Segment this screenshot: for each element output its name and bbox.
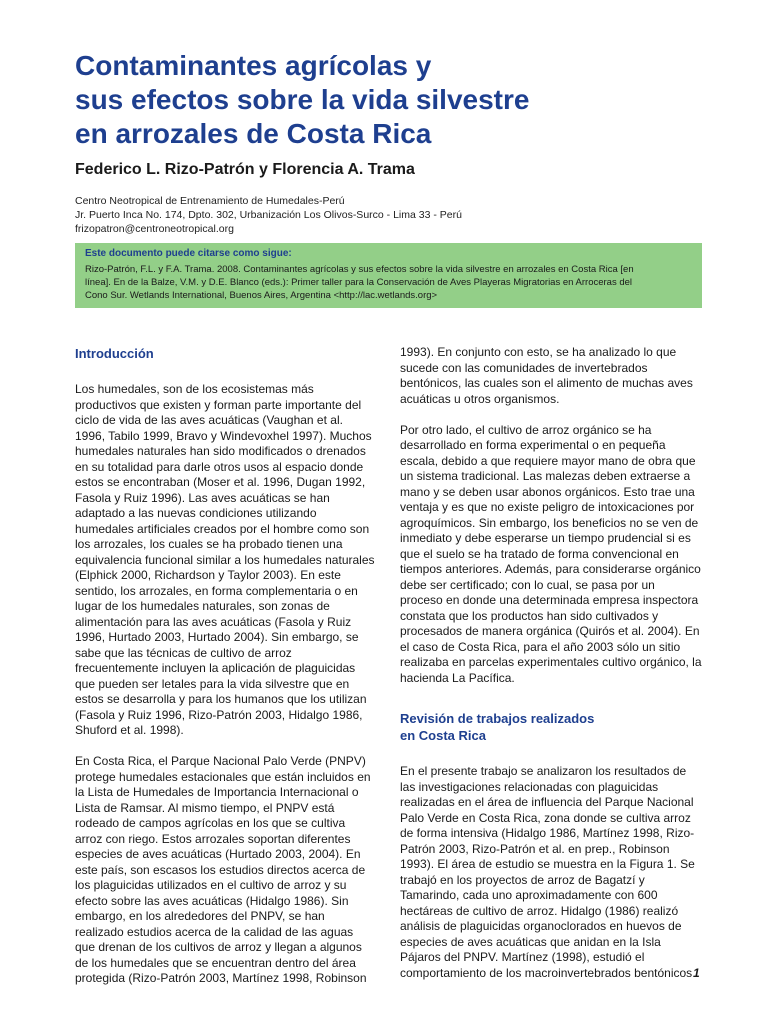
title-line: en arrozales de Costa Rica [75, 118, 432, 149]
text-line: inmediato y debe esperarse un tiempo prudencial si es [400, 531, 691, 545]
text-line: arroz con riego. Estos arrozales soportan diferentes [75, 831, 351, 846]
text-line: sucede con las comunidades de invertebrados [400, 360, 648, 375]
text-line: Por otro lado, el cultivo de arroz orgánico se ha [400, 422, 652, 437]
text-line: 1993). En conjunto con esto, se ha analizado lo que [400, 345, 677, 359]
text-line: (Fasola y Ruiz 1996, Rizo-Patrón 2003, Hidalgo 1986, [75, 707, 363, 722]
text-line: de los humedales que se encuentran dentro del área [75, 955, 356, 970]
section-heading-introduccion: Introducción [75, 346, 154, 361]
section-heading-revision [400, 710, 705, 744]
section-heading-line: en Costa Rica [400, 728, 486, 743]
right-column [400, 345, 705, 981]
text-line: que drenan de los cultivos de arroz y llegan a algunos [75, 940, 362, 954]
text-line: alimentación para las aves acuáticas (Fasola y Ruiz [75, 614, 352, 629]
text-line: realizaba en parcelas experimentales cultivo orgánico, la [400, 655, 702, 669]
text-line: 1996, Tabilo 1999, Bravo y Windevoxhel 1997). Muchos [75, 428, 372, 443]
paragraph [75, 382, 375, 739]
paragraph [400, 764, 705, 981]
text-line: 1993). El área de estudio se muestra en la Figura 1. Se [400, 857, 695, 871]
section-heading-line: Revisión de trabajos realizados [400, 711, 595, 726]
text-line: trabajó en los proyectos de arroz de Bagatzí y [400, 872, 645, 887]
text-line: sabe que las técnicas de cultivo de arroz [75, 645, 292, 660]
text-line: bentónicos, las cuales son el alimento de muchas aves [400, 376, 693, 390]
citation-line: Cono Sur. Wetlands International, Buenos Aires, Argentina <http://lac.wetlands.org> [85, 290, 438, 301]
text-line: un sistema tradicional. Las malezas deben extraerse a [400, 469, 691, 483]
text-line: desarrollado en forma experimental o en pequeña [400, 438, 666, 452]
affiliation-email: frizopatron@centroneotropical.org [75, 223, 234, 235]
citation-line: Rizo-Patrón, F.L. y F.A. Trama. 2008. Contaminantes agrícolas y sus efectos sobre la vida silvestre en arrozales en Costa Rica [en [85, 264, 634, 275]
text-line: humedales artificiales creados por el hombre como son [75, 521, 370, 536]
text-line: Pájaros del PNPV. Martínez (1998), estudió el [400, 950, 645, 964]
text-line: (Elphick 2000, Richardson y Taylor 2003). En este [75, 568, 341, 582]
paragraph [400, 345, 705, 407]
affiliation-address: Jr. Puerto Inca No. 174, Dpto. 302, Urbanización Los Olivos-Surco - Lima 33 - Perú [75, 209, 462, 221]
text-line: efecto sobre las aves acuáticas (Hidalgo 1986). Sin [75, 893, 349, 908]
text-line: de forma intensiva (Hidalgo 1986, Martínez 1998, Rizo- [400, 826, 695, 840]
text-line: acuáticas u otros organismos. [400, 391, 560, 406]
text-line: realizado estudios acerca de la calidad de las aguas [75, 924, 354, 939]
left-column [75, 345, 375, 987]
text-line: productivos que existen y forman parte importante del [75, 397, 362, 412]
text-line: adaptado a las nuevas condiciones utilizando [75, 506, 317, 520]
title-line: Contaminantes agrícolas y [75, 50, 432, 81]
text-line: 1996, Hurtado 2003, Hurtado 2004). Sin embargo, se [75, 630, 359, 644]
text-line: mano y se deben usar abonos orgánicos. Esto trae una [400, 484, 695, 499]
text-line: Los humedales, son de los ecosistemas más [75, 382, 314, 396]
text-line: análisis de plaguicidas organoclorados en huevos de [400, 919, 682, 933]
text-line: hacienda La Pacífica. [400, 670, 515, 685]
text-line: sentido, los arrozales, en forma complementaria o en [75, 583, 358, 598]
text-line: En Costa Rica, el Parque Nacional Palo Verde (PNPV) [75, 754, 366, 768]
text-line: este país, son escasos los estudios directos acerca de [75, 862, 366, 877]
authors: Federico L. Rizo-Patrón y Florencia A. Trama [75, 161, 415, 178]
affiliation-institution: Centro Neotropical de Entrenamiento de Humedales-Perú [75, 195, 345, 207]
text-line: los plaguicidas utilizados en el cultivo de arroz y su [75, 878, 347, 892]
text-line: protegida (Rizo-Patrón 2003, Martínez 1998, Robinson [75, 971, 367, 985]
text-line: frecuentemente incluyen la aplicación de plaguicidas [75, 661, 356, 675]
text-line: constata que los productos han sido cultivados y [400, 608, 659, 623]
citation-heading: Este documento puede citarse como sigue: [85, 248, 292, 259]
text-line: escala, debido a que requiere mayor mano de obra que [400, 453, 696, 468]
text-line: hectáreas de cultivo de arroz. Hidalgo (1986) realizó [400, 903, 679, 918]
text-line: las investigaciones relacionadas con plaguicidas [400, 779, 659, 794]
text-line: Shuford et al. 1998). [75, 723, 184, 737]
text-line: la Lista de Humedales de Importancia Internacional o [75, 785, 359, 799]
text-line: embargo, en los alrededores del PNPV, se han [75, 909, 325, 923]
text-line: Patrón 2003, Rizo-Patrón et al. en prep., Robinson [400, 841, 670, 856]
text-line: Palo Verde en Costa Rica, zona donde se cultiva arroz [400, 810, 691, 825]
text-line: que pueden ser letales para la vida silvestre que en [75, 676, 350, 691]
text-line: ventaja y es que no existe peligro de intoxicaciones por [400, 500, 695, 514]
text-line: Tamarindo, cada uno aproximadamente con 600 [400, 888, 658, 902]
text-line: humedales naturales han sido modificados o drenados [75, 444, 366, 458]
text-line: especies de aves acuáticas (Hurtado 2003, 2004). En [75, 847, 361, 861]
text-line: en su totalidad para darle otros usos al espacio donde [75, 459, 364, 474]
text-line: Lista de Ramsar. Al mismo tiempo, el PNPV está [75, 800, 335, 815]
text-line: ciclo de vida de las aves acuáticas (Vaughan et al. [75, 413, 343, 427]
text-line: debe ser certificado; con lo cual, se pasa por un [400, 577, 655, 592]
citation-line: línea]. En de la Balze, V.M. y D.E. Blanco (eds.): Primer taller para la Conservación de Aves Playeras Migratorias en Arroceras del [85, 277, 633, 288]
text-line: Fasola y Ruiz 1996). Las aves acuáticas se han [75, 490, 330, 505]
text-line: procesados de manera orgánica (Quirós et al. 2004). En [400, 624, 700, 638]
paragraph [400, 423, 705, 687]
text-line: estos se desarrolla y para los humanos que los utilizan [75, 692, 367, 706]
text-line: lugar de los humedales naturales, son zonas de [75, 599, 330, 613]
text-line: especies de aves acuáticas que anidan en la Isla [400, 934, 661, 949]
text-line: equivalencia funcional similar a los humedales naturales [75, 552, 375, 567]
title-line: sus efectos sobre la vida silvestre [75, 84, 530, 115]
text-line: agroquímicos. Sin embargo, los beneficios no se ven de [400, 515, 699, 530]
text-line: protege humedales estacionales que están incluidos en [75, 769, 371, 784]
citation-box [75, 243, 702, 308]
text-line: comportamiento de los macroinvertebrados bentónicos [400, 965, 693, 980]
text-line: que el suelo se ha tratado de forma convencional en [400, 546, 679, 561]
text-line: tiempos anteriores. Además, para considerarse orgánico [400, 562, 701, 576]
text-line: rodeado de campos agrícolas en los que se cultiva [75, 816, 346, 830]
text-line: estos se encontraban (Moser et al. 1996, Dugan 1992, [75, 475, 366, 489]
text-line: los arrozales, los cuales se ha probado tienen una [75, 537, 343, 551]
text-line: proceso en donde una determinada empresa inspectora [400, 593, 699, 607]
page-number: 1 [693, 966, 700, 980]
text-line: En el presente trabajo se analizaron los resultados de [400, 764, 687, 778]
paragraph [75, 754, 375, 987]
text-line: realizadas en el área de influencia del Parque Nacional [400, 795, 694, 809]
text-line: el caso de Costa Rica, para el año 2003 sólo un sitio [400, 639, 681, 654]
